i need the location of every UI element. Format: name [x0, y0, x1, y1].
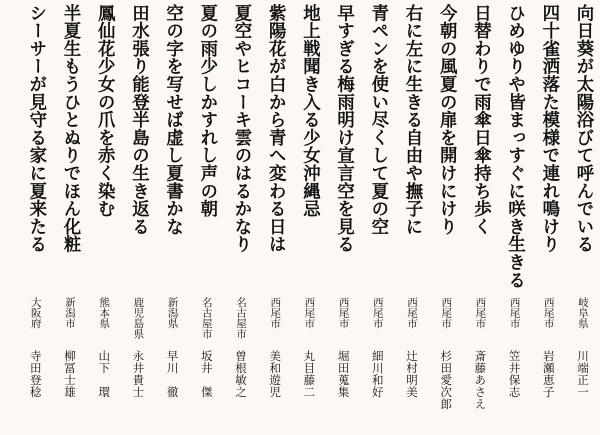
haiku-entry — [566, 4, 600, 432]
author-location: 西尾市 — [371, 297, 384, 329]
author-name: 永井貴士 — [131, 350, 146, 398]
author-name: 美和遊児 — [268, 350, 283, 398]
haiku-text: 青ペンを使い尽くして夏の空 — [367, 4, 388, 236]
author-location: 名古屋市 — [200, 297, 213, 339]
haiku-text: シーサーが見守る家に夏来たる — [25, 4, 46, 254]
author-name: 細川和好 — [370, 350, 385, 398]
haiku-text: 田水張り能登半島の生き返る — [128, 4, 149, 236]
author-location: 西尾市 — [440, 297, 453, 329]
author-location: 西尾市 — [337, 297, 350, 329]
author-location: 西尾市 — [474, 297, 487, 329]
haiku-text: 夏の雨少しかすれし声の朝 — [196, 4, 217, 218]
author-location: 西尾市 — [406, 297, 418, 329]
author-location: 熊本県 — [98, 297, 111, 329]
author-name: 堀田蒐集 — [336, 350, 351, 398]
haiku-text: 日替わりで雨傘日傘持ち歩く — [470, 4, 491, 236]
haiku-text: 夏空やヒコーキ雲のはるかなり — [231, 4, 251, 254]
author-location: 鹿児島県 — [132, 297, 145, 339]
author-name: 寺田登稔 — [28, 350, 43, 398]
haiku-text: 向日葵が太陽浴びて呼んでいる — [573, 4, 593, 254]
author-location: 西尾市 — [508, 297, 521, 329]
haiku-entry — [361, 4, 395, 432]
author-location: 西尾市 — [542, 297, 555, 329]
haiku-entry — [53, 4, 87, 432]
author-name: 早川 徹 — [165, 350, 180, 398]
haiku-text: 半夏生もうひとぬりでほん化粧 — [60, 4, 80, 254]
haiku-text: 鳳仙花少女の爪を赤く染む — [94, 4, 115, 218]
haiku-entry — [395, 4, 429, 432]
author-name: 川端正一 — [576, 350, 590, 398]
haiku-entry — [327, 4, 361, 432]
author-name: 柳冨士雄 — [63, 350, 77, 398]
author-name: 杉田愛次郎 — [439, 350, 454, 410]
author-name: 辻村明美 — [405, 350, 419, 398]
haiku-entry — [87, 4, 121, 432]
author-name: 丸目藤二 — [302, 350, 317, 398]
author-location: 名古屋市 — [235, 297, 247, 339]
haiku-entry — [19, 4, 53, 432]
haiku-entry — [121, 4, 155, 432]
haiku-entry — [532, 4, 566, 432]
haiku-entry — [190, 4, 224, 432]
haiku-entry — [258, 4, 292, 432]
author-location: 新潟県 — [166, 297, 179, 329]
haiku-entry — [156, 4, 190, 432]
author-name: 斎藤あさえ — [473, 350, 488, 410]
haiku-text: 紫陽花が白から青へ変わる日は — [265, 4, 286, 254]
haiku-text: 右に左に生きる自由や撫子に — [402, 4, 422, 236]
haiku-text: 今朝の風夏の扉を開けにけり — [436, 4, 457, 236]
haiku-text: 地上戦聞き入る少女沖縄忌 — [299, 4, 320, 218]
author-name: 坂井 傑 — [199, 350, 214, 398]
author-location: 岐阜県 — [577, 297, 589, 329]
haiku-text: ひめゆりや皆まっすぐに咲き生きる — [504, 4, 525, 289]
author-name: 岩瀬恵子 — [541, 350, 556, 398]
haiku-entry — [224, 4, 258, 432]
author-location: 新潟市 — [64, 297, 76, 329]
haiku-text: 空の字を写せば虚し夏書かな — [162, 4, 183, 236]
haiku-entry — [463, 4, 497, 432]
author-name: 曽根敏之 — [234, 350, 248, 398]
author-name: 山下 環 — [97, 350, 112, 398]
haiku-text: 早すぎる梅雨明け宣言空を見る — [333, 4, 354, 254]
haiku-entry — [292, 4, 326, 432]
haiku-entry — [498, 4, 532, 432]
author-location: 西尾市 — [303, 297, 316, 329]
author-name: 笠井保志 — [507, 350, 522, 398]
haiku-entry — [429, 4, 463, 432]
author-location: 大阪府 — [29, 297, 42, 329]
author-location: 西尾市 — [269, 297, 282, 329]
haiku-text: 四十雀洒落た模様で連れ鳴けり — [538, 4, 559, 254]
